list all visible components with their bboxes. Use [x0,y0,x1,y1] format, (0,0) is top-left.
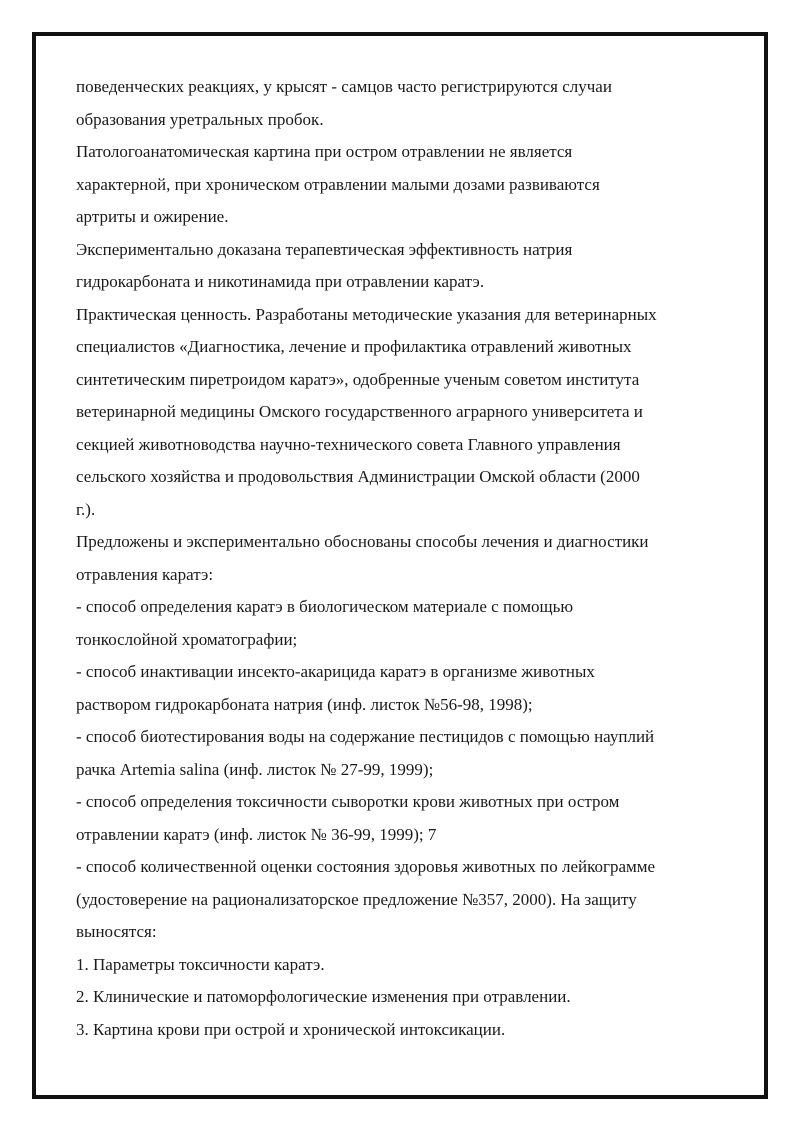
text-line: Патологоанатомическая картина при остром отравлении не является [76,142,573,161]
text-line: - способ определения токсичности сыворотки крови животных при остром [76,792,620,811]
text-line: поведенческих реакциях, у крысят - самцов часто регистрируются случаи [76,77,612,96]
text-line: сельского хозяйства и продовольствия Администрации Омской области (2000 [76,467,640,486]
text-line: рачка Artemia salina (инф. листок № 27-99, 1999); [76,759,434,779]
text-line: тонкослойной хроматографии; [76,629,298,649]
text-line: характерной, при хроническом отравлении малыми дозами развиваются [76,174,600,194]
text-line: 1. Параметры токсичности каратэ. [76,954,325,974]
text-line: артриты и ожирение. [76,207,229,226]
text-line: Предложены и экспериментально обоснованы способы лечения и диагностики [76,532,649,551]
text-line: г.). [76,499,96,519]
text-line: ветеринарной медицины Омского государственного аграрного университета и [76,402,643,421]
text-line: раствором гидрокарбоната натрия (инф. листок №56-98, 1998); [76,694,533,714]
text-line: образования уретральных пробок. [76,109,324,129]
text-line: - способ количественной оценки состояния здоровья животных по лейкограмме [76,857,656,876]
document-body [76,71,726,1046]
text-line: 3. Картина крови при острой и хронической интоксикации. [76,1019,506,1039]
text-line: (удостоверение на рационализаторское предложение №357, 2000). На защиту [76,889,637,909]
text-line: синтетическим пиретроидом каратэ», одобренные ученым советом института [76,369,640,389]
text-line: выносятся: [76,922,157,941]
text-line: Практическая ценность. Разработаны методические указания для ветеринарных [76,304,657,324]
text-line: отравления каратэ: [76,564,214,584]
text-line: секцией животноводства научно-технического совета Главного управления [76,434,621,454]
text-line: отравлении каратэ (инф. листок № 36-99, 1999); 7 [76,824,437,844]
text-line: 2. Клинические и патоморфологические изменения при отравлении. [76,987,571,1006]
text-line: Экспериментально доказана терапевтическая эффективность натрия [76,239,573,259]
text-line: - способ определения каратэ в биологическом материале с помощью [76,597,574,616]
text-line: - способ биотестирования воды на содержание пестицидов с помощью науплий [76,727,655,746]
text-line: гидрокарбоната и никотинамида при отравлении каратэ. [76,272,485,291]
text-line: специалистов «Диагностика, лечение и профилактика отравлений животных [76,337,632,356]
text-line: - способ инактивации инсекто-акарицида каратэ в организме животных [76,662,595,681]
